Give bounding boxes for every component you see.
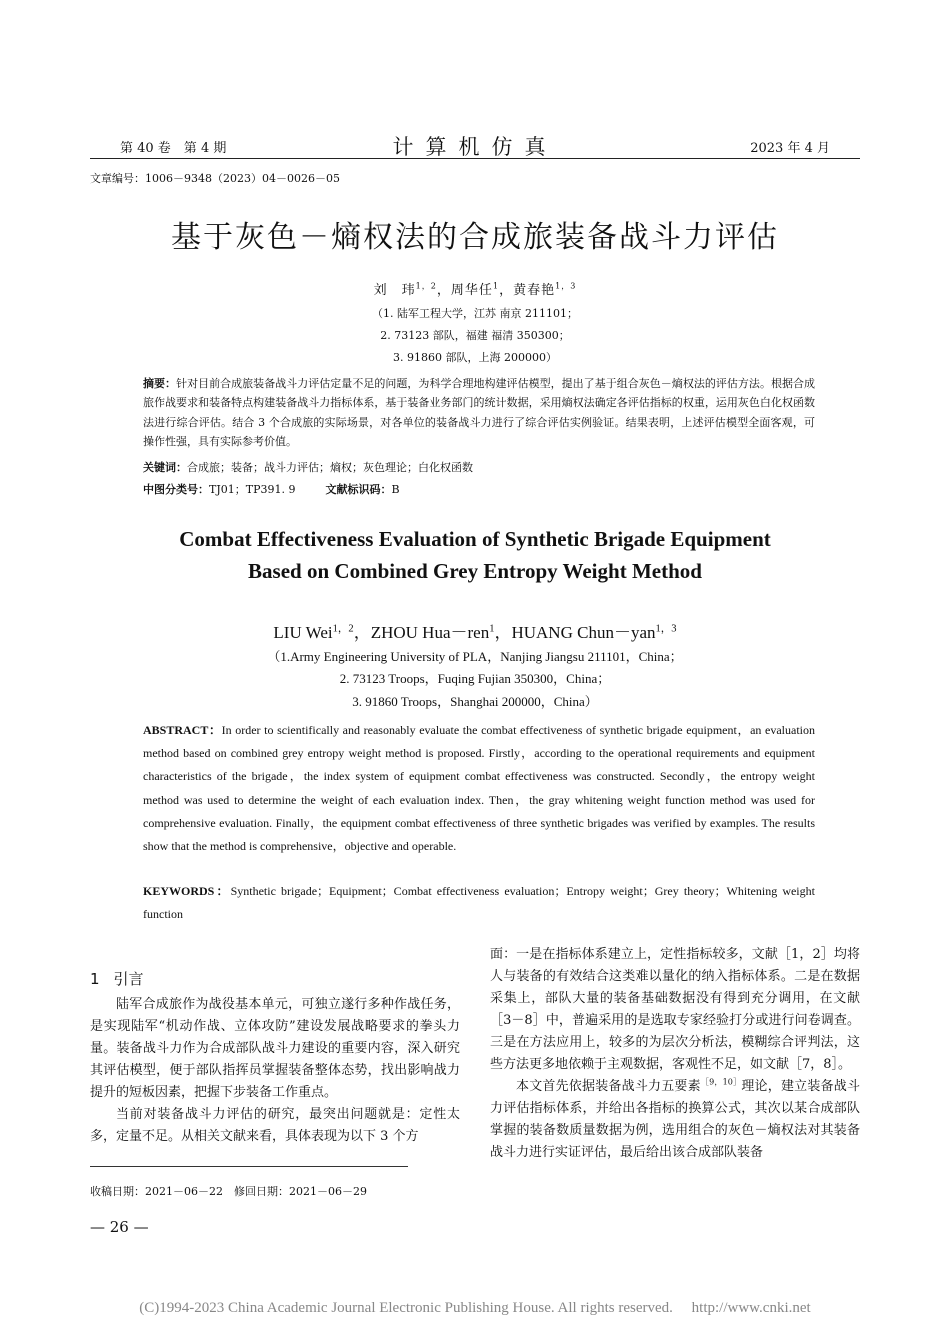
journal-name: 计算机仿真 [392,135,558,159]
affiliation-en-2: 2. 73123 Troops，Fuqing Fujian 350300，China； [339,671,611,686]
title-en-line-2: Based on Combined Grey Entropy Weight Method [248,559,702,583]
abstract-cn [143,374,815,451]
authors-cn [0,279,950,298]
authors-en [0,618,950,643]
doc-code-label: 文献标识码： [325,483,392,496]
left-column [90,994,460,1148]
author-3-cn-sup: 1，3 [555,281,577,291]
copyright-notice: (C)1994-2023 China Academic Journal Electronic Publishing House. All rights reserved. http://www.cnki.net [139,1300,811,1316]
right-column [490,944,860,1164]
doc-code: B [391,483,400,496]
title-en-line-1: Combat Effectiveness Evaluation of Synthetic Brigade Equipment [179,527,771,551]
author-1-cn: 刘 玮 [373,283,416,298]
keywords-en-text: Synthetic brigade；Equipment；Combat effectiveness evaluation；Entropy weight；Grey theory；Whitening weight function [143,884,815,922]
left-paragraph-1: 陆军合成旅作为战役基本单元，可独立遂行多种作战任务，是实现陆军“机动作战、立体攻防”建设发展战略要求的拳头力量。装备战斗力作为合成部队战斗力建设的重要内容，深入研究其评估模型，便于部队指挥员掌握装备整体态势，找出影响战力提升的短板因素，把握下步装备工作重点。 [90,997,460,1100]
author-3-en-sup: 1，3 [655,623,677,635]
classification-cn-label: 中图分类号： [143,483,209,496]
abstract-en-label: ABSTRACT： [143,723,222,737]
author-2-en-sup: 1 [489,623,495,635]
article-number: 文章编号：1006－9348（2023）04－0026－05 [90,172,340,185]
keywords-cn-label: 关键词： [143,461,187,474]
abstract-cn-text: 针对目前合成旅装备战斗力评估定量不足的问题，为科学合理地构建评估模型，提出了基于组合灰色－熵权法的评估方法。根据合成旅作战要求和装备特点构建装备战斗力指标体系，基于装备业务部门的统计数据，采用熵权法确定各评估指标的权重，运用灰色白化权函数法进行综合评估。结合 3 个合成旅的实际场景，对各单位的装备战斗力进行了综合评估实例验证。结果表明，上述评估模型全面客观，可操作性强，具有实际参考价值。 [143,377,816,448]
right-paragraph-2-b: 理论，建立装备战斗力评估指标体系，并给出各指标的换算公式，其次以某合成部队掌握的装备数质量数据为例，选用组合的灰色－熵权法对其装备战斗力进行实证评估，最后给出该合成部队装备 [490,1079,860,1160]
author-1-en: LIU Wei [273,623,333,642]
affiliation-cn-1: （1. 陆军工程大学，江苏 南京 211101； [372,307,578,320]
right-paragraph-1: 面：一是在指标体系建立上，定性指标较多，文献［1，2］均将人与装备的有效结合这类难以量化的纳入指标体系。二是在数据采集上，部队大量的装备基础数据没有得到充分调用，在文献［3－8］中，普遍采用的是选取专家经验打分或进行问卷调查。三是在方法应用上，较多的为层次分析法，模糊综合评判法，这些方法更多地依赖于主观数据，客观性不足，如文献［7，8］。 [490,947,860,1072]
footnote-rule [90,1166,408,1167]
affiliation-en-1: （1.Army Engineering University of PLA，Nanjing Jiangsu 211101，China； [267,649,683,664]
affiliation-cn-3: 3. 91860 部队，上海 200000） [393,351,557,364]
affiliation-en-3: 3. 91860 Troops，Shanghai 200000，China） [352,694,598,709]
title-cn: 基于灰色－熵权法的合成旅装备战斗力评估 [171,220,779,255]
author-2-en: ，ZHOU Hua－ren [353,623,490,642]
title-en [0,523,950,587]
keywords-cn-text: 合成旅；装备；战斗力评估；熵权；灰色理论；白化权函数 [187,461,473,474]
classification-cn-text: TJ01；TP391. 9 [209,483,296,496]
author-2-cn-sup: 1 [492,281,500,291]
keywords-cn [143,458,815,477]
received-dates: 收稿日期：2021－06－22 修回日期：2021－06－29 [90,1185,367,1198]
journal-issue: 第 40 卷 第 4 期 [120,141,227,156]
abstract-en-text: In order to scientifically and reasonably evaluate the combat effectiveness of synthetic brigade equipment，an evaluation method based on combined grey entropy weight method is proposed. Firstly，according to the operational requirements and equipment characteristics of the brigade，the index system of equipment combat effectiveness was constructed. Secondly，the entropy weight method was used to determine the weight of each evaluation index. Then，the gray whitening weight function method was used for comprehensive evaluation. Finally，the equipment combat effectiveness of three synthetic brigades was verified by examples. The results show that the method is comprehensive，objective and operable. [143,723,815,854]
right-paragraph-2-a: 本文首先依据装备战斗力五要素 [516,1079,701,1094]
keywords-en [143,880,815,926]
left-paragraph-2: 当前对装备战斗力评估的研究，最突出问题就是：定性太多，定量不足。从相关文献来看，具体表现为以下 3 个方 [90,1107,460,1144]
right-paragraph-2 [490,1076,860,1164]
keywords-en-label: KEYWORDS： [143,884,231,898]
page-number: — 26 — [90,1218,149,1236]
abstract-en [143,719,815,858]
header-rule [90,158,860,159]
author-1-cn-sup: 1，2 [415,281,437,291]
author-2-cn: ，周华任 [436,283,493,298]
affiliation-cn-2: 2. 73123 部队，福建 福清 350300； [380,329,570,342]
abstract-cn-label: 摘要： [143,377,177,390]
classification-cn [143,480,815,499]
journal-date: 2023 年 4 月 [750,141,830,156]
section-heading [90,968,144,989]
section-title: 引言 [113,970,144,988]
section-number: 1 [90,970,100,988]
author-3-en: ，HUANG Chun－yan [494,623,656,642]
author-1-en-sup: 1，2 [332,623,354,635]
author-3-cn: ，黄春艳 [499,283,556,298]
citation-ref: ［9，10］ [700,1077,742,1087]
